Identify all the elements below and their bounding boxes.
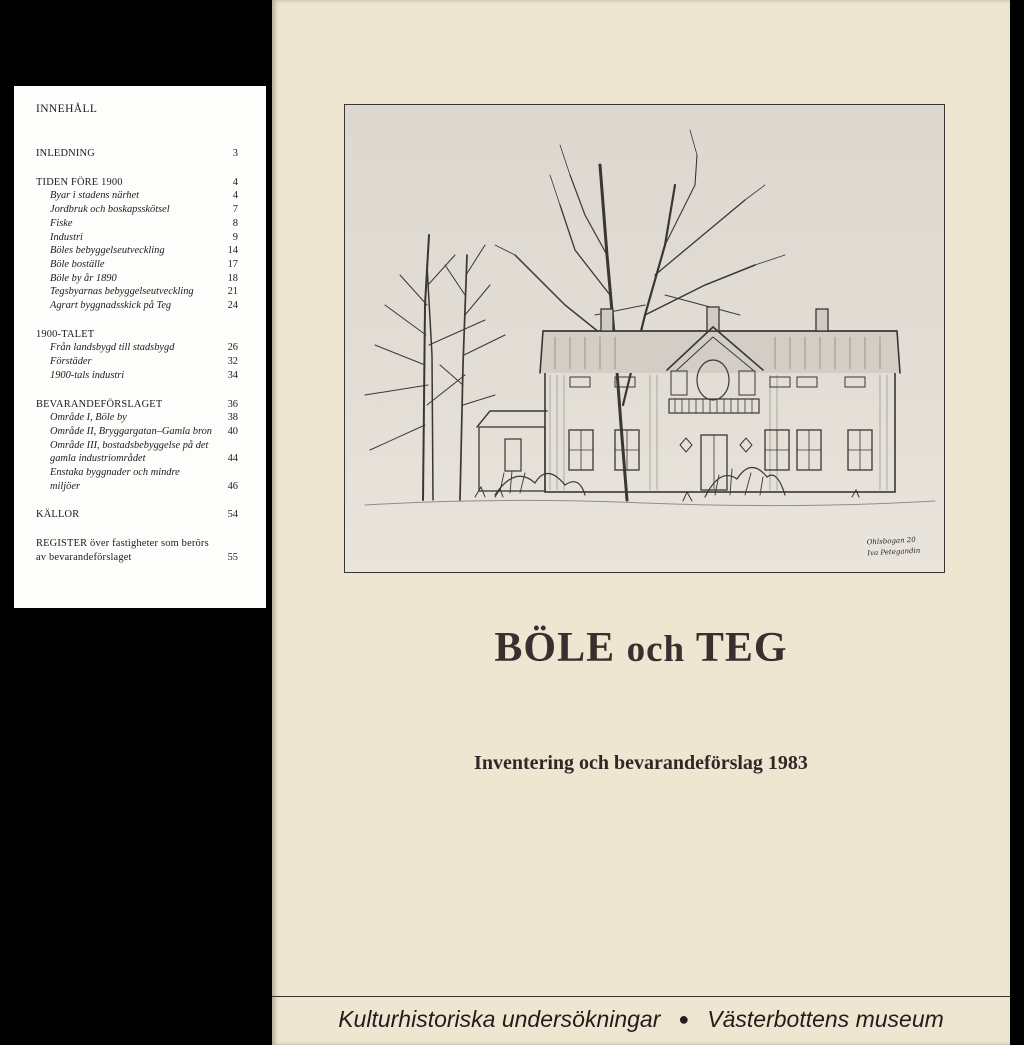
toc-entry-label: BEVARANDEFÖRSLAGET <box>36 398 163 410</box>
signature-line-1: Ohlsbogan 20 <box>866 535 916 547</box>
toc-entry-label: Böles bebyggelseutveckling <box>50 245 165 257</box>
toc-entry-page: 55 <box>227 551 238 563</box>
toc-entry-page: 14 <box>227 245 238 257</box>
toc-entry-page: 17 <box>227 258 238 270</box>
toc-entry-label: Industri <box>50 231 83 243</box>
toc-entry-row <box>36 231 238 245</box>
toc-entry-row <box>36 189 238 203</box>
toc-entry-row <box>36 466 238 493</box>
toc-entry-row <box>36 355 238 369</box>
toc-entry-page: 4 <box>232 176 238 188</box>
toc-entry-label: Från landsbygd till stadsbygd <box>50 342 175 354</box>
toc-entry-page: 24 <box>227 300 238 312</box>
toc-entry-label: 1900-TALET <box>36 328 95 340</box>
title-teg: TEG <box>695 625 788 671</box>
toc-heading-row <box>36 398 238 412</box>
toc-entry-label: KÄLLOR <box>36 509 80 521</box>
cover-title <box>272 624 1010 672</box>
toc-section <box>36 508 238 522</box>
toc-entry-page: 38 <box>227 412 238 424</box>
toc-heading-row <box>36 176 238 190</box>
toc-sections <box>36 147 238 565</box>
toc-section <box>36 398 238 494</box>
toc-entry-row <box>36 341 238 355</box>
toc-entry-label: REGISTER över fastigheter som berörs av bevarandeförslaget <box>36 538 209 563</box>
footer-series: Kulturhistoriska undersökningar <box>338 1006 661 1032</box>
toc-entry-page: 40 <box>227 425 238 437</box>
toc-entry-page: 21 <box>227 286 238 298</box>
toc-entry-label: Område III, bostadsbebyggelse på det gamla industriområdet <box>50 439 209 465</box>
title-och: och <box>626 629 686 670</box>
booklet-cover <box>272 0 1010 1045</box>
toc-entry-label: Jordbruk och boskapsskötsel <box>50 204 170 216</box>
toc-heading-row <box>36 147 238 161</box>
toc-entry-page: 44 <box>227 453 238 465</box>
house-illustration <box>344 104 945 573</box>
right-edge <box>1010 0 1024 1045</box>
toc-entry-page: 34 <box>227 369 238 381</box>
toc-entry-label: Enstaka byggnader och mindre miljöer <box>50 467 180 492</box>
toc-entry-row <box>36 411 238 425</box>
toc-entry-page: 54 <box>227 509 238 521</box>
footer-divider <box>272 996 1010 997</box>
toc-entry-row <box>36 425 238 439</box>
table-of-contents <box>14 86 266 608</box>
toc-entry-label: Agrart byggnadsskick på Teg <box>50 300 172 312</box>
toc-entry-row <box>36 203 238 217</box>
toc-entry-page: 26 <box>227 342 238 354</box>
footer-bullet-icon: ● <box>678 1009 690 1029</box>
toc-entry-row <box>36 217 238 231</box>
toc-entry-row <box>36 439 238 466</box>
toc-entry-page: 9 <box>232 231 238 243</box>
toc-entry-label: TIDEN FÖRE 1900 <box>36 176 123 188</box>
toc-entry-label: Område I, Böle by <box>50 412 127 424</box>
toc-entry-label: INLEDNING <box>36 148 95 159</box>
toc-entry-label: 1900-tals industri <box>50 369 125 381</box>
signature-line-2: Iva Petegandin <box>867 546 921 558</box>
toc-title: INNEHÅLL <box>36 103 98 115</box>
toc-heading-row <box>36 508 238 522</box>
cover-subtitle: Inventering och bevarandeförslag 1983 <box>474 752 808 774</box>
artist-signature <box>866 535 920 560</box>
toc-entry-page: 46 <box>227 480 238 492</box>
toc-entry-row <box>36 285 238 299</box>
toc-entry-page: 18 <box>227 272 238 284</box>
toc-entry-row <box>36 244 238 258</box>
footer-publisher: Västerbottens museum <box>707 1006 944 1032</box>
toc-entry-page: 36 <box>227 398 238 410</box>
toc-section <box>36 328 238 383</box>
house-drawing <box>345 105 943 571</box>
toc-entry-page: 8 <box>232 217 238 229</box>
toc-entry-label: Böle boställe <box>50 258 105 270</box>
toc-entry-row <box>36 299 238 313</box>
toc-section <box>36 176 238 313</box>
toc-heading-row <box>36 537 238 564</box>
toc-entry-row <box>36 258 238 272</box>
toc-entry-label: Fiske <box>50 217 73 229</box>
toc-entry-row <box>36 369 238 383</box>
toc-entry-label: Tegsbyarnas bebyggelseutveckling <box>50 286 194 298</box>
toc-section <box>36 147 238 161</box>
toc-entry-row <box>36 272 238 286</box>
title-bole: BÖLE <box>494 625 616 671</box>
toc-heading-row <box>36 328 238 342</box>
toc-section <box>36 537 238 564</box>
toc-entry-label: Område II, Bryggargatan–Gamla bron <box>50 425 213 437</box>
toc-entry-page: 32 <box>227 356 238 368</box>
toc-entry-label: Böle by år 1890 <box>50 272 117 284</box>
cover-footer <box>272 1006 1010 1033</box>
toc-entry-page: 4 <box>232 190 238 202</box>
toc-entry-label: Förstäder <box>50 356 92 368</box>
toc-entry-page: 3 <box>232 148 238 159</box>
toc-entry-label: Byar i stadens närhet <box>50 190 139 202</box>
toc-entry-page: 7 <box>232 204 238 216</box>
